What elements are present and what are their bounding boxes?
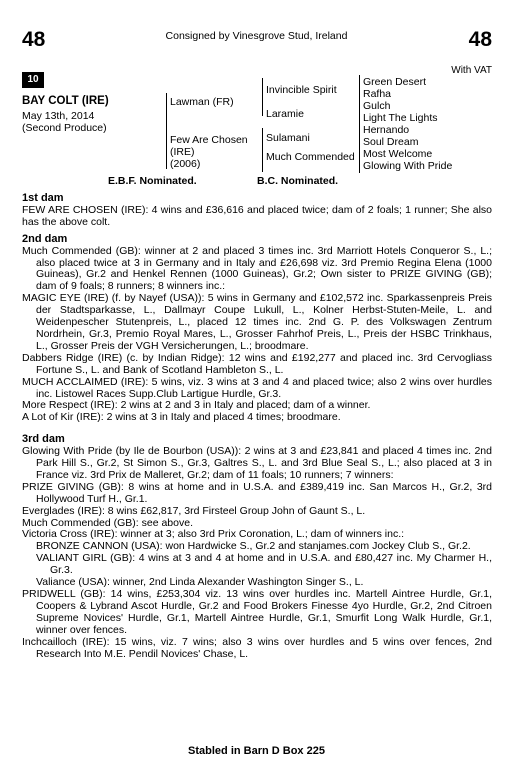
pedigree-ssd: Rafha — [363, 88, 392, 100]
horse-sex: BAY COLT (IRE) — [22, 95, 109, 107]
vat-note: With VAT — [451, 65, 492, 76]
pedigree-sdd: Light The Lights — [363, 112, 438, 124]
second-dam-runner-3: MUCH ACCLAIMED (IRE): 5 wins, viz. 3 wins at 3 and 4 and placed twice; also 2 wins over hurdles inc. Listowel Races Supp.Club Lartigue Hurdle, Gr.3. — [22, 375, 492, 400]
pedigree-sire-sire: Invincible Spirit — [266, 84, 337, 96]
pedigree-dam-dam: Much Commended — [266, 151, 355, 163]
third-dam-runner-4: Victoria Cross (IRE): winner at 3; also 3rd Prix Coronation, L.; dam of winners inc.: — [22, 528, 405, 541]
pedigree-dam-sire: Sulamani — [266, 132, 310, 144]
third-dam-runner-6: Inchcailloch (IRE): 15 wins, viz. 7 wins; also 3 wins over hurdles and 5 wins over fences, 2nd Research Into M.E. Pendil Novices' Chase, L. — [22, 635, 492, 660]
horse-foaled: May 13th, 2014 — [22, 110, 95, 122]
lot-number-left: 48 — [22, 28, 46, 51]
second-dam-runner-2: Dabbers Ridge (IRE) (c. by Indian Ridge): 12 wins and £192,277 and placed inc. 3rd Cervogliass Fortune S., L. and Bank of Scotland Hambleton S., L. — [22, 351, 492, 376]
horse-produce: (Second Produce) — [22, 122, 107, 134]
third-dam-heading: 3rd dam — [22, 433, 65, 446]
first-dam-text: FEW ARE CHOSEN (IRE): 4 wins and £36,616 and placed twice; dam of 2 foals; 1 runner; She also has the above colt. — [22, 203, 492, 228]
pedigree-dsd: Soul Dream — [363, 136, 419, 148]
third-dam-grand-runner-1: BRONZE CANNON (USA): won Hardwicke S., Gr.2 and stanjames.com Jockey Club S., Gr.2. — [36, 540, 471, 553]
third-dam-grand-runner-3: Valiance (USA): winner, 2nd Linda Alexander Washington Singer S., L. — [36, 576, 364, 589]
second-dam-runner-5: A Lot of Kir (IRE): 2 wins at 3 in Italy and placed 4 times; broodmare. — [22, 411, 341, 424]
third-dam-text: Glowing With Pride (by Ile de Bourbon (USA)): 2 wins at 3 and £23,841 and placed 4 times inc. 2nd Park Hill S., Gr.2, St Simon S., Gr.3, Galtres S., L. and 3rd Blue Seal S., L.; also placed at 3 in France viz. 3rd Prix de Malleret, Gr.2; dam of 11 foals; 10 runners; 7 winners: — [22, 445, 492, 481]
pedigree-ddd: Glowing With Pride — [363, 160, 453, 172]
lot-badge: 10 — [22, 72, 44, 88]
third-dam-runner-5: PRIDWELL (GB): 14 wins, £253,304 viz. 13 wins over hurdles inc. Martell Aintree Hurdle, Gr.1, Coopers & Lybrand Ascot Hurdle, Gr.2 and Food Brokers Finesse 4yo Hurdle, Gr.2, 2nd Citroen Supreme Novices' Hurdle, Gr.1, Martell Aintree Hurdle, Gr.1, Smurfit Long Walk Hurdle, Gr.1, winner over fences. — [22, 588, 492, 636]
third-dam-runner-3: Much Commended (GB): see above. — [22, 516, 193, 529]
third-dam-grand-runner-2: VALIANT GIRL (GB): 4 wins at 3 and 4 at home and in U.S.A. and £80,427 inc. My Charmer H., Gr.3. — [36, 552, 492, 577]
pedigree-sss: Green Desert — [363, 76, 427, 88]
pedigree-sds: Gulch — [363, 100, 391, 112]
stabling-info: Stabled in Barn D Box 225 — [188, 745, 325, 757]
first-dam-heading: 1st dam — [22, 192, 64, 204]
second-dam-runner-4: More Respect (IRE): 2 wins at 2 and 3 in Italy and placed; dam of a winner. — [22, 399, 371, 412]
third-dam-runner-1: PRIZE GIVING (GB): 8 wins at home and in U.S.A. and £389,419 inc. San Marcos H., Gr.2, 3rd Hollywood Turf H., Gr.1. — [22, 480, 492, 505]
ebf-nomination: E.B.F. Nominated. — [108, 175, 197, 187]
third-dam-runner-2: Everglades (IRE): 8 wins £62,817, 3rd Firsteel Group John of Gaunt S., L. — [22, 504, 366, 517]
pedigree-dds: Most Welcome — [363, 148, 433, 160]
second-dam-heading: 2nd dam — [22, 232, 68, 245]
second-dam-text: Much Commended (GB): winner at 2 and placed 3 times inc. 3rd Marriott Hotels Conqueror S., L.; also placed twice at 3 in Germany and in Italy and £26,698 viz. 3rd Premio Regina Elena (1000 Guineas), Gr.2 and Henkel Rennen (1000 Guineas), Gr.2; Own sister to PRIZE GIVING (GB); dam of 9 foals; 8 runners; 8 winners inc.: — [22, 244, 492, 293]
pedigree-sire: Lawman (FR) — [170, 96, 234, 108]
pedigree-dam-year: (2006) — [170, 158, 201, 170]
pedigree-dam-country: (IRE) — [170, 146, 195, 158]
pedigree-dss: Hernando — [363, 124, 410, 136]
pedigree-sire-dam: Laramie — [266, 108, 304, 120]
pedigree-notes — [22, 190, 492, 660]
second-dam-runner-1: MAGIC EYE (IRE) (f. by Nayef (USA)): 5 wins in Germany and £102,572 inc. Sparkassenpreis Preis der Stadtsparkasse, L., Dallmayr Coupe Lukull, L., Kolner Herbst-Stuten-Meile, L. and Weidenpescher Stutenpreis, L., placed 12 times inc. 2nd G. P. des Volkswagen Zentrum Nordrhein, Gr.3, Premio Royal Mares, L., Grosser Fahrhof Preis, L., Preis der HSBC Trinkhaus, L., Grosser Preis der VGH Versicherungen, L.; broodmare. — [22, 292, 492, 352]
bc-nomination: B.C. Nominated. — [257, 175, 339, 187]
pedigree-dam: Few Are Chosen — [170, 134, 248, 146]
consignor-line: Consigned by Vinesgrove Stud, Ireland — [165, 30, 348, 42]
lot-number-right: 48 — [468, 28, 492, 51]
